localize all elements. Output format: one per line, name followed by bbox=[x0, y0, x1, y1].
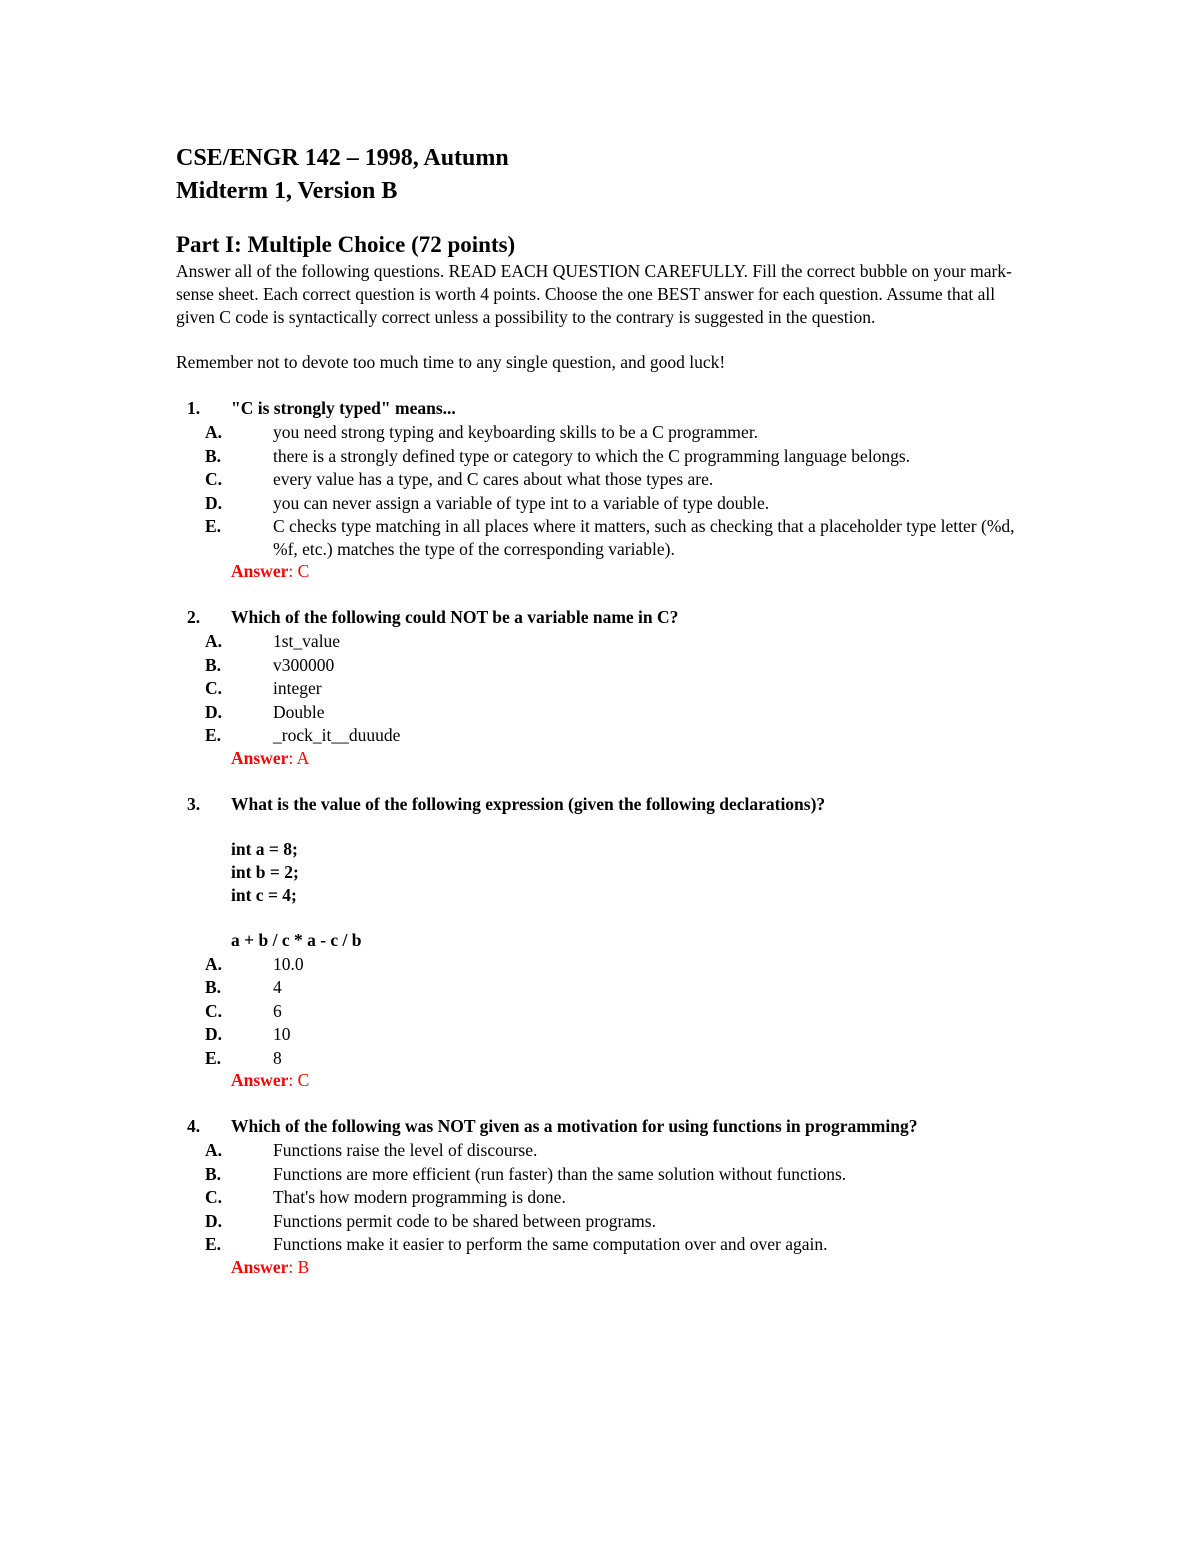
option-letter: E. bbox=[205, 1047, 222, 1068]
option-text: 8 bbox=[273, 1047, 282, 1068]
code-declarations bbox=[176, 838, 1036, 952]
code-line: int c = 4; bbox=[231, 884, 297, 905]
option-list bbox=[176, 953, 1036, 1070]
question-text: Which of the following was NOT given as a motivation for using functions in programming? bbox=[231, 1116, 918, 1136]
question-text: What is the value of the following expression (given the following declarations)? bbox=[231, 793, 826, 814]
question-1 bbox=[176, 397, 1036, 583]
answer-label: Answer bbox=[231, 1256, 289, 1277]
option-b bbox=[176, 445, 1036, 468]
option-letter: D. bbox=[205, 701, 223, 722]
answer-value: : B bbox=[288, 1256, 310, 1277]
option-b bbox=[176, 1163, 1036, 1186]
option-letter: A. bbox=[205, 953, 223, 974]
option-text: integer bbox=[273, 678, 322, 698]
answer-label: Answer bbox=[231, 1070, 289, 1090]
option-text: 6 bbox=[273, 1000, 282, 1021]
option-letter: E. bbox=[205, 516, 222, 536]
option-letter: B. bbox=[205, 977, 222, 997]
option-e bbox=[176, 1047, 1036, 1070]
question-number: 3. bbox=[187, 793, 201, 814]
option-b bbox=[176, 654, 1036, 677]
answer-line bbox=[176, 747, 1036, 770]
option-letter: D. bbox=[205, 492, 223, 513]
option-d bbox=[176, 1210, 1036, 1233]
option-d bbox=[176, 1023, 1036, 1046]
option-a bbox=[176, 953, 1036, 976]
option-text: 10 bbox=[273, 1024, 291, 1044]
option-letter: E. bbox=[205, 725, 222, 745]
option-letter: C. bbox=[205, 1187, 223, 1207]
option-list bbox=[176, 1139, 1036, 1256]
option-c bbox=[176, 1186, 1036, 1209]
option-a bbox=[176, 1139, 1036, 1162]
option-text: you need strong typing and keyboarding skills to be a C programmer. bbox=[273, 422, 759, 442]
option-letter: B. bbox=[205, 654, 222, 675]
answer-line bbox=[176, 560, 1036, 583]
question-4 bbox=[176, 1115, 1036, 1279]
option-list bbox=[176, 630, 1036, 747]
answer-label: Answer bbox=[231, 747, 289, 768]
option-e bbox=[176, 1233, 1036, 1256]
course-title: CSE/ENGR 142 – 1998, Autumn bbox=[176, 145, 509, 171]
option-text: 1st_value bbox=[273, 631, 341, 651]
option-text: you can never assign a variable of type int to a variable of type double. bbox=[273, 492, 770, 513]
question-text: Which of the following could NOT be a variable name in C? bbox=[231, 607, 679, 627]
option-letter: E. bbox=[205, 1234, 222, 1254]
option-text: 10.0 bbox=[273, 953, 304, 974]
option-letter: A. bbox=[205, 1140, 223, 1160]
part-title: Part I: Multiple Choice (72 points) bbox=[176, 232, 516, 257]
option-text: Functions are more efficient (run faster) than the same solution without functions. bbox=[273, 1163, 847, 1184]
answer-value: : C bbox=[288, 1070, 310, 1090]
option-text: v300000 bbox=[273, 654, 335, 675]
option-b bbox=[176, 976, 1036, 999]
option-list bbox=[176, 421, 1036, 560]
question-2 bbox=[176, 606, 1036, 770]
code-line: int b = 2; bbox=[231, 861, 299, 882]
option-letter: D. bbox=[205, 1210, 223, 1231]
option-text: Functions raise the level of discourse. bbox=[273, 1140, 538, 1160]
exam-page bbox=[176, 142, 1036, 1279]
option-a bbox=[176, 630, 1036, 653]
option-letter: D. bbox=[205, 1024, 223, 1044]
option-c bbox=[176, 677, 1036, 700]
option-letter: C. bbox=[205, 469, 223, 489]
option-letter: A. bbox=[205, 422, 223, 442]
code-line: int a = 8; bbox=[231, 838, 298, 859]
question-text: "C is strongly typed" means... bbox=[231, 398, 456, 418]
option-letter: C. bbox=[205, 678, 223, 698]
option-letter: C. bbox=[205, 1000, 223, 1021]
option-text: every value has a type, and C cares about what those types are. bbox=[273, 469, 714, 489]
option-text: Double bbox=[273, 701, 325, 722]
answer-label: Answer bbox=[231, 561, 289, 581]
option-c bbox=[176, 468, 1036, 491]
option-letter: B. bbox=[205, 1163, 222, 1184]
option-d bbox=[176, 492, 1036, 515]
option-e bbox=[176, 515, 1036, 560]
option-text: _rock_it__duuude bbox=[273, 725, 401, 745]
answer-value: : A bbox=[288, 747, 310, 768]
option-text: there is a strongly defined type or category to which the C programming language belongs. bbox=[273, 445, 911, 466]
question-3 bbox=[176, 793, 1036, 1093]
question-number: 1. bbox=[187, 398, 201, 418]
option-text: Functions permit code to be shared between programs. bbox=[273, 1210, 656, 1231]
answer-line bbox=[176, 1069, 1036, 1092]
option-letter: A. bbox=[205, 631, 223, 651]
exam-title: Midterm 1, Version B bbox=[176, 178, 398, 204]
option-d bbox=[176, 701, 1036, 724]
option-e bbox=[176, 724, 1036, 747]
option-text: That's how modern programming is done. bbox=[273, 1187, 566, 1207]
option-c bbox=[176, 1000, 1036, 1023]
reminder: Remember not to devote too much time to any single question, and good luck! bbox=[176, 352, 726, 372]
option-text: C checks type matching in all places where it matters, such as checking that a placeholder type letter (%d, %f, etc.) matches the type of the corresponding variable). bbox=[273, 516, 1015, 559]
option-text: Functions make it easier to perform the same computation over and over again. bbox=[273, 1234, 828, 1254]
option-text: 4 bbox=[273, 977, 282, 997]
option-a bbox=[176, 421, 1036, 444]
option-letter: B. bbox=[205, 445, 222, 466]
code-expression: a + b / c * a - c / b bbox=[231, 929, 362, 950]
answer-value: : C bbox=[288, 561, 310, 581]
instructions: Answer all of the following questions. READ EACH QUESTION CAREFULLY. Fill the correct bubble on your mark-sense sheet. Each correct question is worth 4 points. Choose the one BEST answer for each question. Assume that all given C code is syntactically correct unless a possibility to the contrary is suggested in the question. bbox=[176, 261, 1012, 327]
answer-line bbox=[176, 1256, 1036, 1279]
question-number: 4. bbox=[187, 1116, 201, 1136]
question-number: 2. bbox=[187, 607, 201, 627]
